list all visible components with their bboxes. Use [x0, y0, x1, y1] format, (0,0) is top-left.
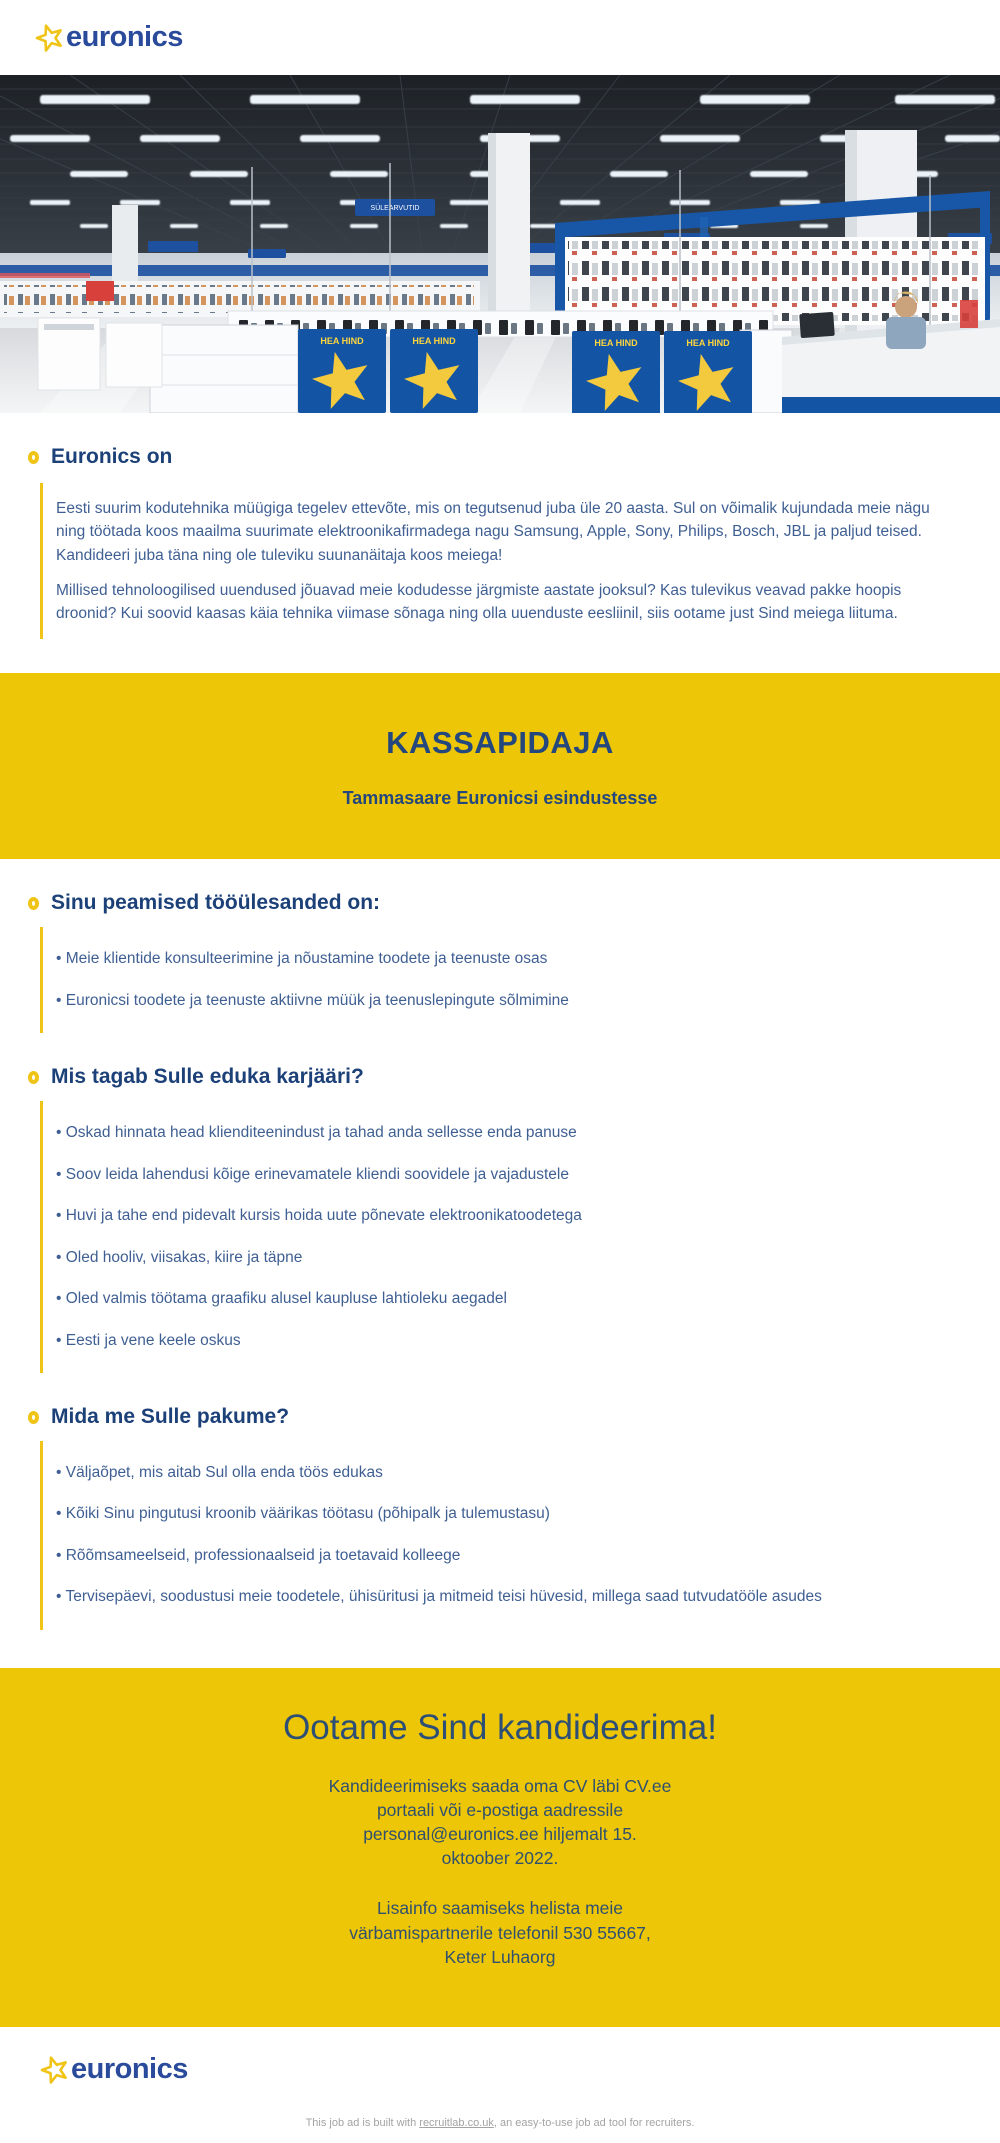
- career-list: [40, 1101, 955, 1373]
- apply-line: portaali või e-postiga aadressile: [376, 1800, 624, 1821]
- apply-title: Ootame Sind kandideerima!: [283, 1707, 717, 1747]
- list-item: • Oled valmis töötama graafiku alusel kaupluse lahtioleku aegadel: [56, 1288, 955, 1310]
- apply-line: personal@euronics.ee hiljemalt 15.: [363, 1824, 637, 1845]
- list-item: • Eesti ja vene keele oskus: [56, 1330, 955, 1352]
- job-title-banner: [0, 673, 1000, 859]
- apply-line: Kandideerimiseks saada oma CV läbi CV.ee: [328, 1775, 672, 1796]
- apply-banner: [0, 1668, 1000, 2027]
- list-item: • Meie klientide konsulteerimine ja nõustamine toodete ja teenuste osas: [56, 948, 955, 970]
- recruitlab-link[interactable]: recruitlab.co.uk: [419, 2116, 494, 2129]
- section-tasks: [28, 891, 955, 1033]
- credit-suffix: , an easy-to-use job ad tool for recruiters.: [493, 2116, 695, 2129]
- section-bullet-icon: [28, 897, 39, 910]
- list-item: • Oskad hinnata head klienditeenindust ja tahad anda sellesse enda panuse: [56, 1122, 955, 1144]
- logo-wordmark: euronics: [71, 2053, 188, 2086]
- offer-list: [40, 1441, 955, 1630]
- logo-wordmark: euronics: [66, 21, 183, 53]
- credit-prefix: This job ad is built with: [305, 2116, 420, 2129]
- euronics-logo: [30, 17, 183, 59]
- list-item: • Soov leida lahendusi kõige erinevamatele kliendi soovidele ja vajadustele: [56, 1164, 955, 1186]
- list-item: • Oled hooliv, viisakas, kiire ja täpne: [56, 1247, 955, 1269]
- list-item: • Tervisepäevi, soodustusi meie toodetele, ühisüritusi ja mitmeid teisi hüvesid, millega saad tutvudatööle asudes: [56, 1586, 955, 1608]
- intro-paragraphs: [40, 483, 955, 639]
- aisle-sign-label: SÜLEARVUTID: [370, 205, 420, 212]
- star-icon: [35, 2049, 75, 2091]
- section-bullet-icon: [28, 1071, 39, 1084]
- euronics-logo-footer: [35, 2049, 1000, 2091]
- apply-line: oktoober 2022.: [441, 1848, 559, 1869]
- contact-line: värbamispartnerile telefonil 530 55667,: [349, 1922, 651, 1943]
- section-offer: [28, 1405, 955, 1630]
- contact-line: Keter Luhaorg: [444, 1946, 556, 1967]
- builder-credit: [0, 2117, 1000, 2129]
- store-interior-illustration: [0, 75, 1000, 413]
- section-heading: Euronics on: [51, 445, 173, 468]
- section-heading: Mida me Sulle pakume?: [51, 1405, 290, 1428]
- list-item: • Väljaõpet, mis aitab Sul olla enda töös edukas: [56, 1462, 955, 1484]
- intro-paragraph: Millised tehnoloogilised uuendused jõuavad meie kodudesse järgmiste aastate jooksul? Kas tulevikus veavad pakke hoopis droonid? Kui soovid kaasas käia tehnika viimase sõnaga ning olla uuenduste eesliinil, siis ootame just Sind meiega liituma.: [56, 581, 902, 622]
- section-heading: Sinu peamised tööülesanded on:: [51, 891, 381, 915]
- apply-instructions: [20, 1774, 980, 1871]
- page-footer: [0, 2027, 1000, 2143]
- job-details: [0, 891, 1000, 1630]
- section-heading: Mis tagab Sulle eduka karjääri?: [51, 1065, 364, 1089]
- section-bullet-icon: [28, 1411, 39, 1424]
- section-euronics-on: [28, 445, 955, 639]
- list-item: • Kõiki Sinu pingutusi kroonib väärikas töötasu (põhipalk ja tulemustasu): [56, 1503, 955, 1525]
- list-item: • Rõõmsameelseid, professionaalseid ja toetavaid kolleege: [56, 1545, 955, 1567]
- star-icon: [30, 17, 70, 59]
- job-subtitle: Tammasaare Euronicsi esindustesse: [342, 788, 658, 809]
- contact-line: Lisainfo saamiseks helista meie: [376, 1898, 624, 1919]
- job-title: KASSAPIDAJA: [386, 725, 614, 761]
- section-bullet-icon: [28, 451, 39, 464]
- apply-contact: [20, 1896, 980, 1968]
- list-item: • Huvi ja tahe end pidevalt kursis hoida uute põnevate elektroonikatoodetega: [56, 1205, 955, 1227]
- section-career: [28, 1065, 955, 1373]
- task-list: [40, 927, 955, 1033]
- main-content: [0, 445, 1000, 639]
- page-header: [0, 0, 1000, 75]
- list-item: • Euronicsi toodete ja teenuste aktiivne müük ja teenuslepingute sõlmimine: [56, 990, 955, 1012]
- store-photo: [0, 75, 1000, 413]
- intro-paragraph: Eesti suurim kodutehnika müügiga tegelev ettevõte, mis on tegutsenud juba üle 20 aasta. Sul on võimalik kujundada meie nägu ning töötada koos maailma suurimate elektroonikafirmadega nagu Samsung, Apple, Sony, Philips, Bosch, JBL ja paljud teised. Kandideeri juba täna ning ole tuleviku suunanäitaja koos meiega!: [56, 500, 930, 564]
